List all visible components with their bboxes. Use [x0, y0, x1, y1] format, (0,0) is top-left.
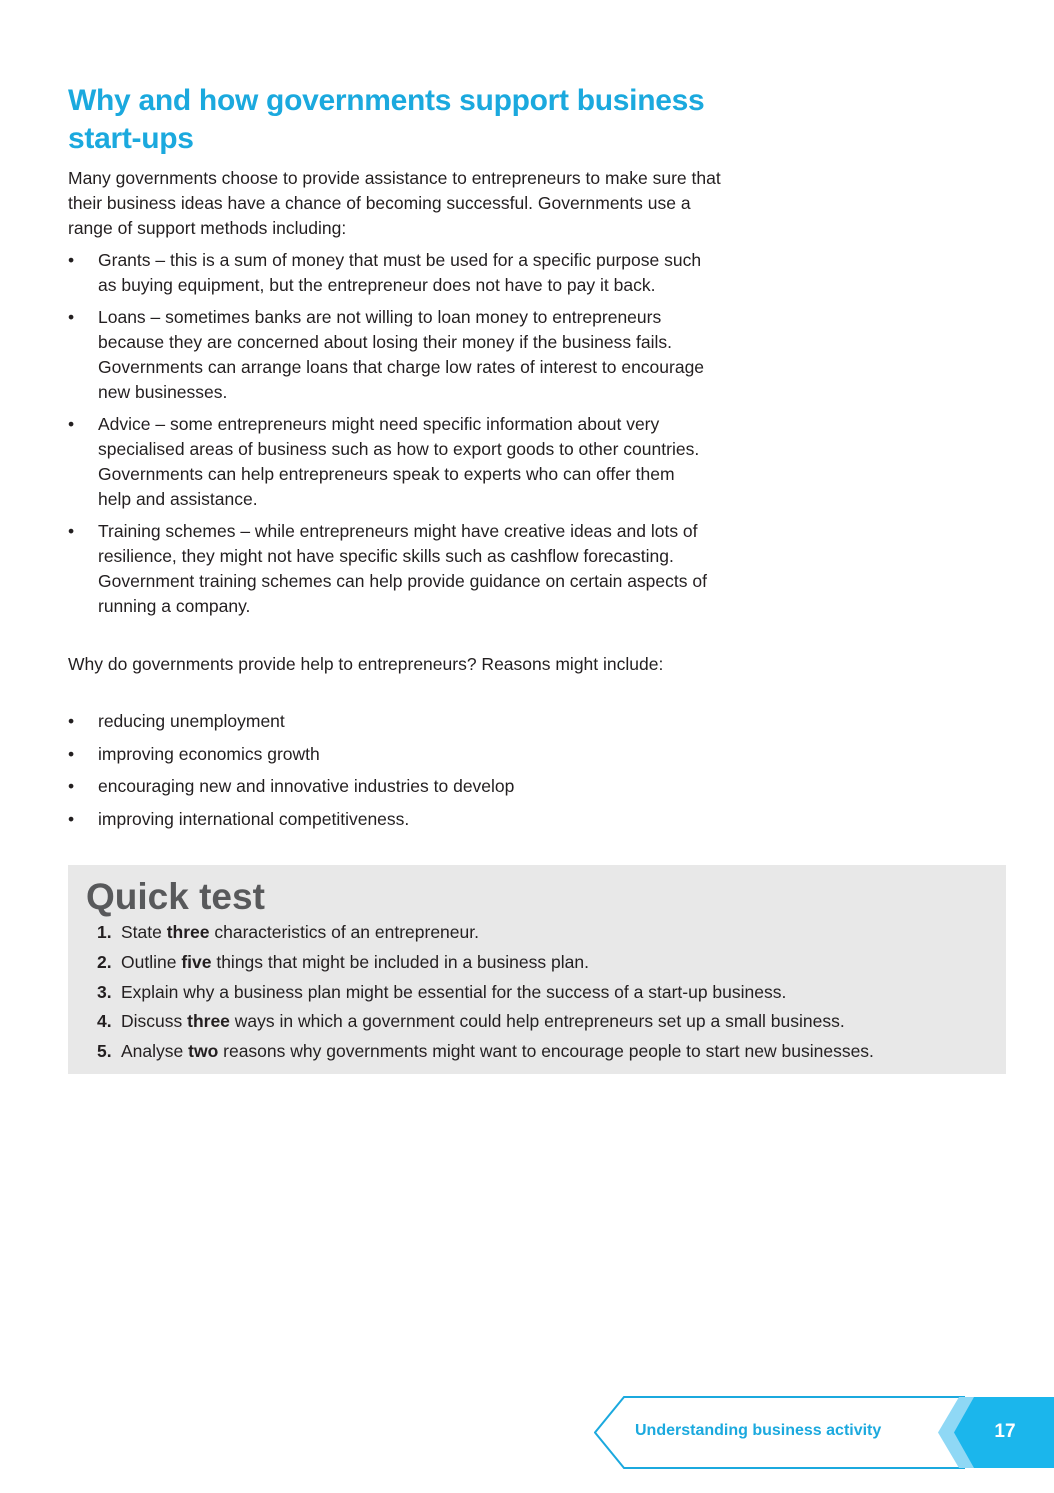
support-method-text: Training schemes – while entrepreneurs might have creative ideas and lots of resilience, they might not have specific skills such as cashflow forecasting. Government training schemes can help provide guidance on certain aspects of running a company. — [98, 521, 707, 616]
question-text-end: things that might be included in a business plan. — [211, 951, 589, 972]
bullet-icon: • — [68, 307, 75, 327]
list-item — [68, 709, 708, 734]
question-text-start: Outline — [121, 951, 182, 972]
question-text-end: reasons why governments might want to encourage people to start new businesses. — [218, 1041, 874, 1062]
reason-text: encouraging new and innovative industries to develop — [98, 776, 515, 796]
bullet-icon: • — [68, 776, 75, 796]
bullet-icon: • — [68, 711, 75, 731]
bullet-icon: • — [68, 743, 75, 764]
bullet-icon: • — [68, 414, 75, 434]
intro-paragraph: Many governments choose to provide assistance to entrepreneurs to make sure that their business ideas have a chance of becoming successful. Governments use a range of support methods including: — [68, 168, 721, 238]
bullet-icon: • — [68, 521, 75, 541]
quick-test-title: Quick test — [86, 876, 265, 917]
support-method-text: Advice – some entrepreneurs might need specific information about very specialised areas of business such as how to export goods to other countries. Governments can help entrepreneurs speak to experts who can offer them help and assistance. — [98, 414, 700, 509]
footer-section-title: Understanding business activity — [635, 1422, 882, 1439]
question-number: 3. — [97, 981, 112, 1002]
question-emphasis: five — [181, 951, 212, 972]
reason-text: reducing unemployment — [98, 711, 285, 731]
question-text-end: characteristics of an entrepreneur. — [209, 922, 479, 942]
question-item — [97, 981, 874, 1003]
bullet-icon: • — [68, 808, 75, 829]
list-item — [68, 248, 708, 298]
question-item — [97, 1010, 874, 1032]
list-item — [68, 412, 708, 512]
page-heading: Why and how governments support business start-ups — [68, 84, 705, 155]
page-number: 17 — [994, 1421, 1016, 1442]
question-text-start: Analyse — [121, 1041, 189, 1062]
question-number: 1. — [97, 922, 112, 942]
list-item — [68, 305, 708, 405]
question-emphasis: three — [166, 922, 210, 942]
question-emphasis: two — [188, 1041, 219, 1062]
support-method-text: Grants – this is a sum of money that must be used for a specific purpose such as buying equipment, but the entrepreneur does not have to pay it back. — [98, 250, 702, 295]
list-item — [68, 519, 708, 619]
question-text-start: State — [121, 922, 167, 942]
list-item — [68, 742, 708, 767]
reasons-list — [68, 709, 708, 839]
reason-text: improving international competitiveness. — [98, 808, 410, 829]
support-methods-list — [68, 248, 708, 626]
question-item — [97, 921, 874, 943]
quick-test-box — [68, 865, 1006, 1074]
question-number: 2. — [97, 951, 112, 972]
question-item — [97, 951, 874, 973]
page-footer — [594, 1396, 1054, 1469]
question-item — [97, 1040, 874, 1062]
question-number: 4. — [97, 1011, 112, 1032]
question-text-start: Discuss — [121, 1011, 188, 1032]
quick-test-questions — [97, 921, 874, 1070]
list-item — [68, 774, 708, 799]
question-emphasis: three — [187, 1011, 230, 1032]
reasons-intro-paragraph: Why do governments provide help to entrepreneurs? Reasons might include: — [68, 654, 664, 674]
question-text-end: ways in which a government could help entrepreneurs set up a small business. — [229, 1011, 845, 1032]
reason-text: improving economics growth — [98, 743, 320, 764]
support-method-text: Loans – sometimes banks are not willing to loan money to entrepreneurs because they are concerned about losing their money if the business fails. Governments can arrange loans that charge low rates of interest to encourage new businesses. — [98, 307, 705, 402]
question-text-start: Explain why a business plan might be essential for the success of a start-up business. — [121, 981, 787, 1002]
question-number: 5. — [97, 1041, 112, 1062]
list-item — [68, 807, 708, 832]
bullet-icon: • — [68, 250, 75, 270]
